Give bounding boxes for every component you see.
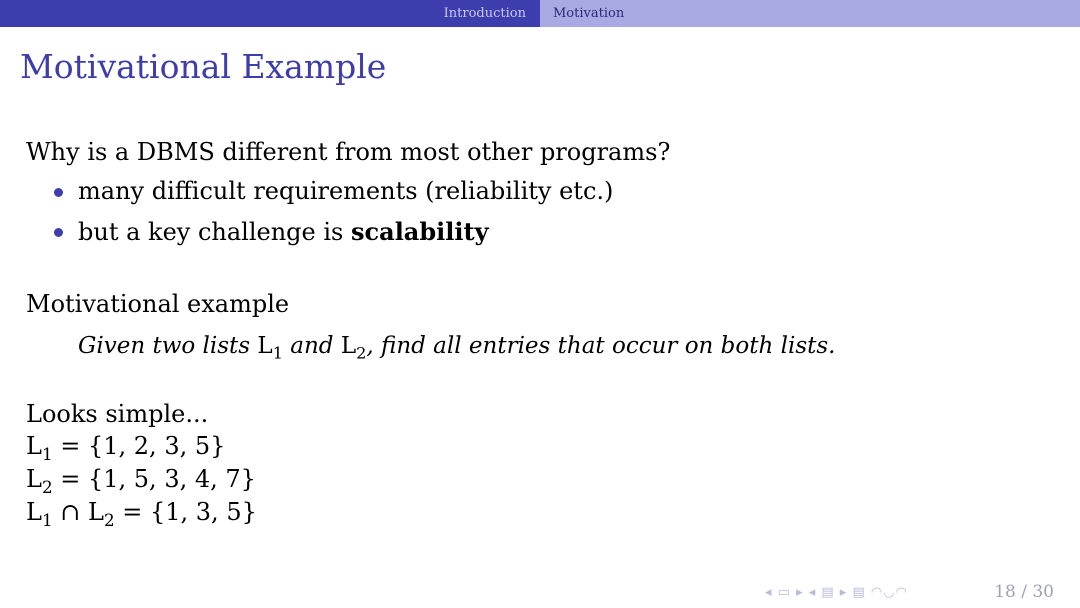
slide-title: Motivational Example (20, 47, 387, 86)
intersection-definition (26, 498, 257, 530)
bullet-item-2 (78, 217, 489, 246)
given-and: and (290, 333, 334, 359)
example-label: Motivational example (26, 290, 290, 318)
bullet-item-2-prefix: but a key challenge is (78, 218, 344, 246)
int-l1-subscript: 1 (41, 509, 53, 530)
l2-definition (26, 465, 256, 497)
l2-symbol: L (26, 465, 42, 493)
l2-subscript: 2 (41, 476, 53, 497)
beamer-navigation-icons[interactable]: ◂ ▭ ▸ ◂ ▤ ▸ ▤ ◠◡◠ (765, 585, 908, 600)
nav-subsection-motivation[interactable]: Motivation (553, 6, 625, 21)
nav-section-introduction[interactable]: Introduction (443, 6, 526, 21)
int-l2-symbol: L (88, 498, 104, 526)
looks-simple-text: Looks simple... (26, 400, 209, 428)
given-part-b: , find all entries that occur on both lists. (366, 333, 836, 359)
l1-definition (26, 432, 225, 464)
l1-symbol: L (26, 432, 42, 460)
bullet-dot-2 (54, 228, 63, 237)
example-statement (78, 333, 835, 363)
l2-value: = {1, 5, 3, 4, 7} (52, 465, 256, 493)
header-bar (0, 0, 1080, 27)
question-text: Why is a DBMS different from most other programs? (26, 138, 671, 166)
list-sub-2: 2 (356, 343, 367, 363)
intersection-value: = {1, 3, 5} (114, 498, 257, 526)
int-l1-symbol: L (26, 498, 42, 526)
given-part-a: Given two lists (78, 333, 251, 359)
page-number: 18 / 30 (994, 582, 1054, 602)
l1-value: = {1, 2, 3, 5} (52, 432, 226, 460)
intersection-operator: ∩ (52, 498, 88, 526)
l1-subscript: 1 (41, 443, 53, 464)
list-symbol-l2: L (340, 333, 357, 359)
bullet-item-2-bold: scalability (351, 217, 489, 246)
list-sub-1: 1 (272, 343, 283, 363)
list-symbol-l1: L (257, 333, 273, 359)
bullet-dot-1 (54, 188, 63, 197)
int-l2-subscript: 2 (103, 509, 115, 530)
bullet-item-1: many difficult requirements (reliability etc.) (78, 177, 614, 205)
